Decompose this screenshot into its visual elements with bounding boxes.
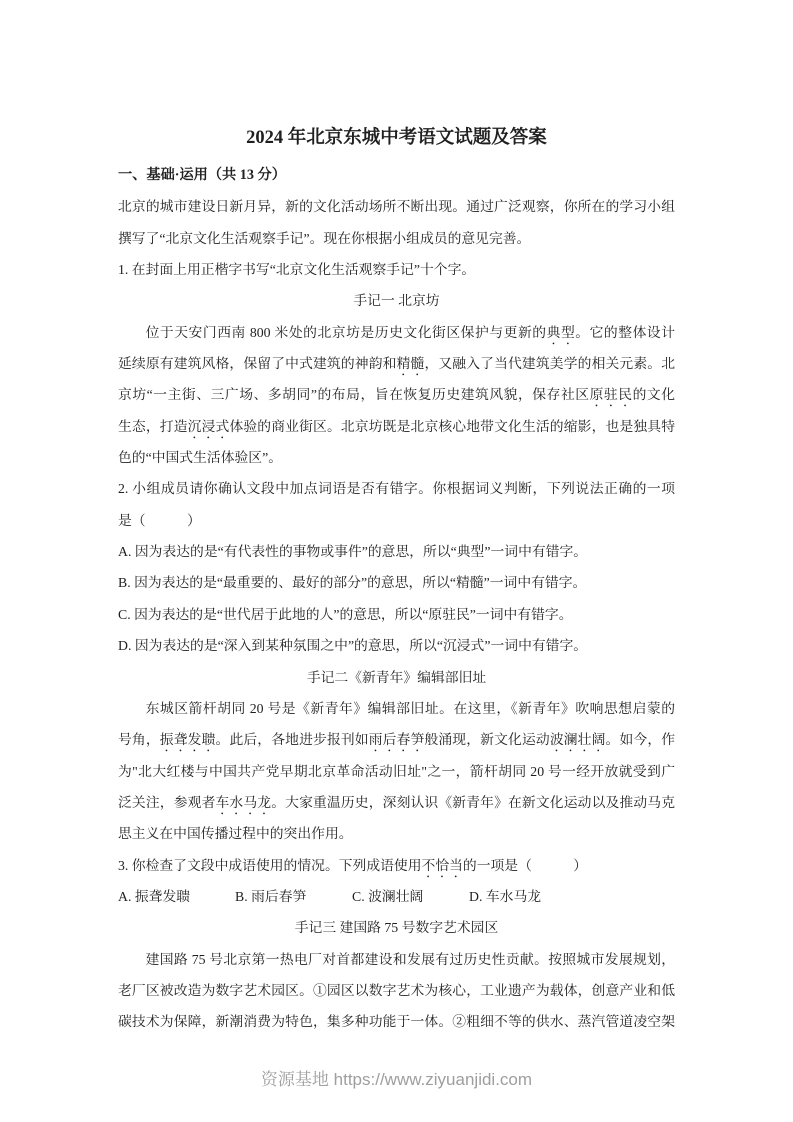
text-segment: 。它的整体设计 (575, 324, 676, 340)
text-segment: 色的“中国式生活体验区”。 (118, 450, 283, 466)
document-lines (118, 160, 675, 1038)
text-segment: B. 因为表达的是“最重要的、最好的部分”的意思，所以“精髓”一词中有错字。 (118, 575, 587, 591)
text-segment: 的文化 (632, 387, 676, 403)
emphasized-text: 不恰当 (421, 857, 463, 873)
text-line (118, 536, 675, 567)
text-segment: 是（ ） (118, 512, 201, 528)
text-line (118, 442, 675, 473)
text-segment: 北京的城市建设日新月异，新的文化活动场所不断出现。通过广泛观察，你所在的学习小组 (118, 199, 675, 215)
text-segment: 手记一 北京坊 (353, 293, 440, 309)
text-segment: 位于天安门西南 800 米处的北京坊是历史文化街区保护与更新的 (145, 324, 547, 340)
text-segment: 的一项是（ ） (462, 857, 588, 873)
text-segment: 手记三 建国路 75 号数字艺术园区 (294, 920, 499, 936)
emphasized-text: 原驻民 (589, 387, 633, 403)
text-segment: 碳技术为保障，新潮消费为特色，集多种功能于一体。②粗细不等的供水、蒸汽管道凌空架 (118, 1014, 675, 1030)
text-line (118, 693, 675, 724)
text-segment: ，又融入了当代建筑美学的相关元素。北 (424, 356, 676, 372)
text-line (118, 505, 675, 536)
text-segment: 体验的商业街区。北京坊既是北京核心地带文化生活的缩影，也是独具特 (229, 418, 676, 434)
text-segment: 一、基础·运用（共 13 分） (118, 167, 286, 183)
choice-option: C. 波澜壮阔 (352, 888, 424, 904)
text-segment: 3. 你检查了文段中成语使用的情况。下列成语使用 (118, 857, 422, 873)
text-segment: 。如今，作 (605, 732, 676, 748)
text-line (118, 567, 675, 598)
text-line (118, 944, 675, 975)
text-line (118, 975, 675, 1006)
text-line (118, 850, 675, 881)
text-line (118, 379, 675, 410)
emphasized-text: 波澜壮阔 (549, 732, 606, 748)
text-segment: A. 因为表达的是“有代表性的事物或事件”的意思，所以“典型”一词中有错字。 (118, 544, 588, 560)
text-segment: C. 因为表达的是“世代居于此地的人”的意思，所以“原驻民”一词中有错字。 (118, 606, 573, 622)
emphasized-text: 雨后春笋 (368, 732, 425, 748)
watermark-footer (0, 1068, 793, 1092)
text-line (118, 223, 675, 254)
text-segment: 手记二《新青年》编辑部旧址 (306, 669, 487, 685)
text-line (118, 1006, 675, 1037)
text-segment: 1. 在封面上用正楷字书写“北京文化生活观察手记”十个字。 (118, 262, 476, 278)
emphasized-text: 典型 (546, 324, 576, 340)
choice-row (118, 881, 675, 912)
document-title: 2024 年北京东城中考语文试题及答案 (246, 128, 547, 148)
text-line (118, 787, 675, 818)
text-line (118, 912, 675, 943)
text-segment: 般涌现，新文化运动 (424, 732, 550, 748)
text-line (118, 411, 675, 442)
text-segment: 号角， (118, 732, 160, 748)
text-segment: 延续原有建筑风格，保留了中式建筑的神韵和 (118, 356, 397, 372)
footer-site-link[interactable]: 资源基地 https://www.ziyuanjidi.com (260, 1070, 533, 1089)
text-segment: 泛关注，参观者 (118, 794, 216, 810)
text-line (118, 818, 675, 849)
text-segment: 东城区箭杆胡同 20 号是《新青年》编辑部旧址。在这里，《新青年》吹响思想启蒙的 (145, 700, 675, 716)
emphasized-text: 振聋发聩 (159, 732, 216, 748)
text-line (118, 473, 675, 504)
choice-option: A. 振聋发聩 (118, 888, 191, 904)
text-line (118, 630, 675, 661)
text-segment: 思主义在中国传播过程中的突出作用。 (118, 826, 353, 842)
text-segment: 老厂区被改造为数字艺术园区。①园区以数字艺术为核心，工业遗产为载体，创意产业和低 (118, 982, 675, 998)
text-segment: 京坊“一主街、三广场、多胡同”的布局，旨在恢复历史建筑风貌，保存社区 (118, 387, 590, 403)
emphasized-text: 沉浸式 (187, 418, 230, 434)
text-line (118, 662, 675, 693)
text-segment: 生态，打造 (118, 418, 188, 434)
text-segment: 建国路 75 号北京第一热电厂对首都建设和发展有过历史性贡献。按照城市发展规划， (145, 951, 675, 967)
text-line (118, 285, 675, 316)
text-segment: 2. 小组成员请你确认文段中加点词语是否有错字。你根据词义判断，下列说法正确的一项 (118, 481, 675, 497)
text-segment: 撰写了“北京文化生活观察手记”。现在你根据小组成员的意见完善。 (118, 230, 531, 246)
text-segment: 。大家重温历史，深刻认识《新青年》在新文化运动以及推动马克 (271, 794, 676, 810)
choice-option: D. 车水马龙 (469, 888, 542, 904)
text-segment: 为"北大红楼与中国共产党早期北京革命活动旧址"之一，箭杆胡同 20 号一经开放就受到广 (118, 763, 675, 779)
document-content (118, 123, 675, 1038)
text-segment: 。此后，各地进步报刊如 (215, 732, 369, 748)
text-segment: D. 因为表达的是“深入到某种氛围之中”的意思，所以“沉浸式”一词中有错字。 (118, 638, 588, 654)
emphasized-text: 车水马龙 (215, 794, 272, 810)
text-line (118, 317, 675, 348)
text-line (118, 756, 675, 787)
choice-option: B. 雨后春笋 (235, 888, 307, 904)
text-line (118, 191, 675, 222)
text-line (118, 724, 675, 755)
text-line (118, 348, 675, 379)
text-line (118, 160, 675, 191)
text-line (118, 254, 675, 285)
emphasized-text: 精髓 (396, 356, 425, 372)
text-line (118, 599, 675, 630)
